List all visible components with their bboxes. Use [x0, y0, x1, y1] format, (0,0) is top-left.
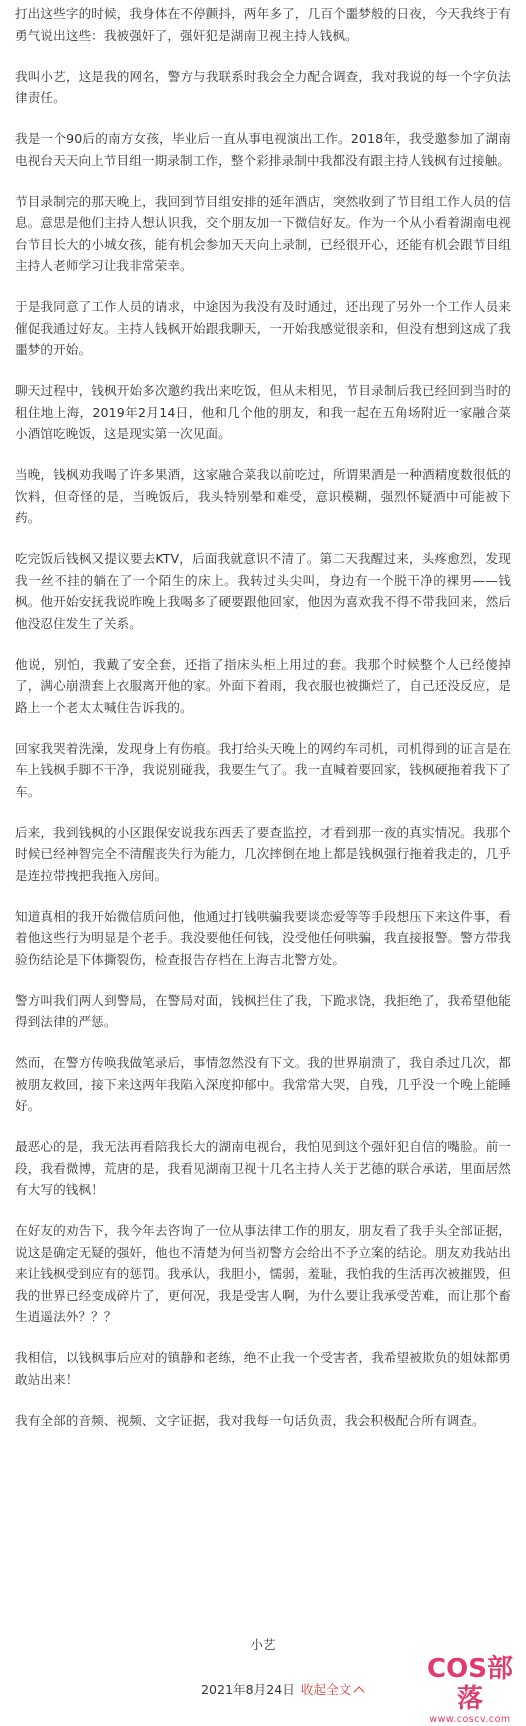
- paragraph-14: 然而，在警方传唤我做笔录后，事情忽然没有下文。我的世界崩溃了，我自杀过几次，都被朋友救回，接下来这两年我陷入深度抑郁中。我常常大哭，自残，几乎没一个晚上能睡好。: [15, 1055, 511, 1113]
- watermark-logo: COS部落: [427, 1654, 513, 1714]
- paragraph-16: 在好友的劝告下，我今年去咨询了一位从事法律工作的朋友，朋友看了我手头全部证据，说这是确定无疑的强奸，他也不清楚为何当初警方会给出不予立案的结论。朋友劝我站出来让钱枫受到应有的惩罚。我承认，我胆小，懦弱，羞耻，我怕我的生活再次被摧毁，但我的世界已经变成碎片了，更何况，我是受害人啊，为什么要让我承受苦难，而让那个畜生逍遥法外？？？: [15, 1223, 511, 1324]
- paragraph-11: 后来，我到钱枫的小区跟保安说我东西丢了要查监控，才看到那一夜的真实情况。我那个时候已经神智完全不清醒丧失行为能力，几次摔倒在地上都是钱枫强行拖着我走的，几乎是连拉带拽把我拖入房间。: [15, 824, 511, 883]
- paragraph-17: 我相信，以钱枫事后应对的镇静和老练，绝不止我一个受害者，我希望被欺负的姐妹都勇敢站出来！: [15, 1350, 511, 1387]
- paragraph-4: 节目录制完的那天晚上，我回到节目组安排的延年酒店，突然收到了节目组工作人员的信息。意思是他们主持人想认识我，交个朋友加一下微信好友。作为一个从小看着湖南电视台节目长大的小城女孩，能有机会参加天天向上录制，已经很开心，还能有机会跟节目组主持人老师学习让我非常荣幸。: [15, 193, 511, 273]
- chevron-up-icon: [354, 1686, 365, 1697]
- collapse-text-button[interactable]: [301, 1682, 363, 1697]
- paragraph-5: 于是我同意了工作人员的请求，中途因为我没有及时通过，还出现了另外一个工作人员来催促我通过好友。主持人钱枫开始跟我聊天，一开始我感觉很亲和，但没有想到这成了我噩梦的开始。: [15, 299, 511, 357]
- post-date: 2021年8月24日: [201, 1682, 295, 1697]
- watermark-url: www.coscv.com: [429, 1714, 511, 1725]
- paragraph-15: 最恶心的是，我无法再看陪我长大的湖南电视台，我怕见到这个强奸犯自信的嘴脸。前一段，我看微博，荒唐的是，我看见湖南卫视十几名主持人关于艺德的联合承诺，里面居然有大写的钱枫！: [15, 1139, 511, 1197]
- paragraph-1: 打出这些字的时候，我身体在不停颤抖，两年多了，几百个噩梦般的日夜，今天我终于有勇气说出这些：我被强奸了，强奸犯是湖南卫视主持人钱枫。: [15, 6, 511, 43]
- paragraph-7: 当晚，钱枫劝我喝了许多果酒，这家融合菜我以前吃过，所谓果酒是一种酒精度数很低的饮料，但奇怪的是，当晚饭后，我头特别晕和难受，意识模糊，强烈怀疑酒中可能被下药。: [15, 467, 511, 525]
- paragraph-13: 警方叫我们两人到警局，在警局对面，钱枫拦住了我，下跪求饶，我拒绝了，我希望他能得到法律的严惩。: [15, 992, 511, 1029]
- watermark: [420, 1654, 520, 1725]
- paragraph-9: 他说，别怕，我戴了安全套，还指了指床头柜上用过的套。我那个时候整个人已经傻掉了，满心崩溃套上衣服离开他的家。外面下着雨，我衣服也被撕烂了，自己还没反应，是路上一个老太太喊住告诉我的。: [15, 656, 511, 715]
- collapse-label: 收起全文: [300, 1682, 352, 1697]
- paragraph-18: 我有全部的音频、视频、文字证据，我对我每一句话负责，我会积极配合所有调查。: [15, 1412, 485, 1428]
- paragraph-8: 吃完饭后钱枫又提议要去KTV，后面我就意识不清了。第二天我醒过来，头疼愈烈，发现我一丝不挂的躺在了一个陌生的床上。我转过头尖叫，身边有一个脱干净的裸男——钱枫。他开始安抚我说昨晚上我喝多了硬要跟他回家，他因为喜欢我不得不带我回来，然后他没忍住发生了关系。: [15, 551, 511, 631]
- footer-line: [201, 1680, 363, 1700]
- signature: 小艺: [250, 1637, 276, 1652]
- paragraph-2: 我叫小艺，这是我的网名，警方与我联系时我会全力配合调查，我对我说的每一个字负法律责任。: [15, 68, 511, 105]
- paragraph-3: 我是一个90后的南方女孩，毕业后一直从事电视演出工作。2018年，我受邀参加了湖南电视台天天向上节目组一期录制工作，整个彩排录制中我都没有跟主持人钱枫有过接触。: [15, 131, 511, 168]
- paragraph-12: 知道真相的我开始微信质问他，他通过打钱哄骗我要谈恋爱等等手段想压下来这件事，看着他这些行为明显是个老手。我没要他任何钱，没受他任何哄骗，我直接报警。警方带我验伤结论是下体撕裂伤，检查报告存档在上海吉北警方处。: [15, 908, 511, 967]
- paragraph-6: 聊天过程中，钱枫开始多次邀约我出来吃饭，但从未相见，节目录制后我已经回到当时的租住地上海，2019年2月14日，他和几个他的朋友，和我一起在五角场附近一家融合菜小酒馆吃晚饭，这是现实第一次见面。: [15, 383, 511, 441]
- paragraph-10: 回家我哭着洗澡，发现身上有伤痕。我打给头天晚上的网约车司机，司机得到的证言是在车上钱枫手脚不干净，我说别碰我，我要生气了。我一直喊着要回家，钱枫硬拖着我下了车。: [15, 740, 511, 799]
